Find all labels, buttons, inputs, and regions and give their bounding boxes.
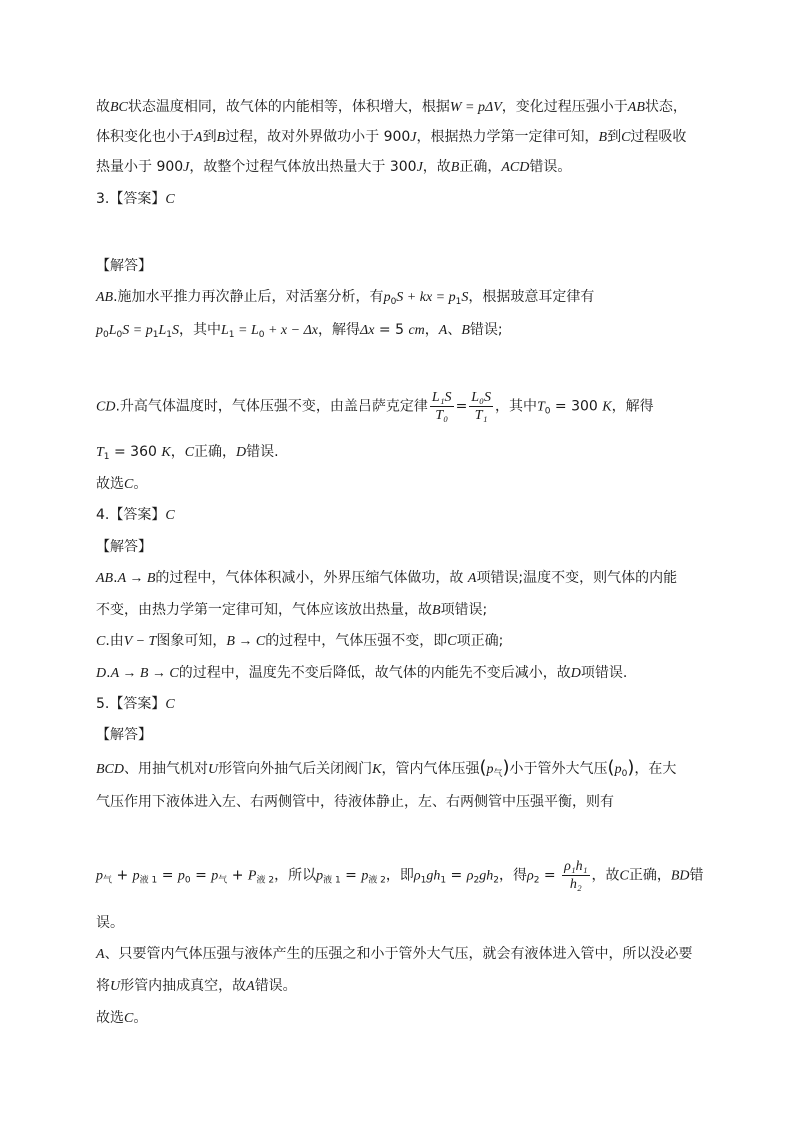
- paragraph-line: [96, 442, 706, 467]
- math-symbol: B: [450, 160, 460, 175]
- paragraph-line: [96, 320, 706, 345]
- math-symbol: Δx: [360, 323, 375, 338]
- math-symbol: J: [416, 160, 423, 175]
- text-run: 状态，: [644, 99, 687, 115]
- math-symbol: P: [247, 868, 257, 884]
- text-run: = 360: [109, 444, 162, 460]
- math-symbol: p: [96, 323, 103, 338]
- paragraph-line: [96, 663, 706, 684]
- fraction-denominator: T₀: [435, 408, 449, 423]
- subscript: 1: [166, 330, 172, 340]
- paragraph-line: [96, 631, 706, 652]
- text-run: =: [539, 867, 561, 884]
- math-symbol: B: [432, 603, 441, 618]
- text-run: 错误。: [254, 978, 297, 994]
- fraction-numerator: ρ₁h₁: [564, 859, 588, 874]
- text-run: ，根据玻意耳定律有: [468, 289, 595, 305]
- text-run: 小于管外大气压: [509, 761, 608, 777]
- fraction-numerator: L₀S: [471, 390, 491, 405]
- fraction-numerator: L₁S: [431, 390, 452, 405]
- text-run: 正确，: [459, 159, 502, 175]
- math-symbol: C: [165, 508, 175, 523]
- subscript: 2: [533, 875, 540, 886]
- math-symbol: C: [619, 868, 629, 884]
- math-symbol: BC: [110, 100, 128, 115]
- text-run: ，其中: [178, 322, 221, 338]
- text-run: 的过程中，气体压强不变，即: [265, 633, 448, 649]
- text-run: 状态温度相同，故气体的内能相等，体积增大，根据: [127, 99, 450, 115]
- text-run: 项错误;: [440, 602, 488, 618]
- paragraph-line: [96, 758, 706, 784]
- math-symbol: p: [316, 868, 324, 884]
- math-symbol: B: [598, 130, 608, 145]
- text-run: .: [106, 665, 111, 681]
- conclusion-line: [96, 474, 706, 495]
- subscript: 0: [544, 406, 551, 417]
- subscript: 0: [390, 297, 397, 307]
- subscript: 气: [218, 875, 228, 886]
- paragraph-line: [96, 287, 706, 312]
- text-run: 图象可知，: [156, 633, 227, 649]
- text-run: ，解得: [318, 322, 361, 338]
- math-symbol: T: [96, 445, 104, 460]
- paragraph-line: [96, 944, 706, 965]
- paragraph-line: [96, 600, 706, 621]
- subscript: 液 1: [139, 875, 158, 886]
- text-run: 故选: [96, 476, 124, 492]
- subscript: 1: [420, 875, 427, 886]
- text-run: ，根据热力学第一定律可知，: [416, 129, 599, 145]
- text-run: 的过程中，气体体积减小，外界压缩气体做功，故: [155, 570, 468, 586]
- paragraph-line: [96, 976, 706, 997]
- math-symbol: S + kx = p: [396, 290, 456, 305]
- math-symbol: D: [570, 666, 581, 681]
- math-symbol: BCD: [96, 762, 124, 777]
- text-run: .升高气体温度时，气体压强不变，由盖吕萨克定律: [115, 398, 428, 415]
- fraction: [562, 858, 589, 893]
- text-run: 。: [133, 1010, 148, 1026]
- text-run: 到: [202, 129, 217, 145]
- math-symbol: cm: [408, 323, 425, 338]
- subscript: 0: [184, 875, 191, 886]
- math-symbol: p: [132, 868, 140, 884]
- subscript: 0: [103, 330, 109, 340]
- text-run: 。: [133, 476, 148, 492]
- paragraph-line: [96, 792, 706, 812]
- text-run: 将: [96, 978, 110, 994]
- math-symbol: ACD: [501, 160, 530, 175]
- text-run: 【解答】: [96, 258, 152, 274]
- subscript: 1: [103, 452, 110, 462]
- math-symbol: = L: [234, 323, 259, 338]
- math-symbol: L: [108, 323, 117, 338]
- text-run: ，其中: [494, 398, 537, 415]
- text-run: +: [227, 867, 248, 884]
- math-symbol: A: [467, 571, 477, 586]
- text-run: ，故: [591, 867, 620, 884]
- paragraph-line: [96, 157, 706, 178]
- fraction: [430, 389, 454, 424]
- answer-heading: [96, 505, 706, 526]
- text-run: 错误.: [246, 444, 279, 460]
- text-run: ，得: [498, 867, 527, 884]
- math-symbol: p: [486, 762, 494, 777]
- math-symbol: CD: [96, 399, 116, 415]
- paragraph-line: [96, 568, 706, 589]
- math-symbol: AB: [627, 100, 645, 115]
- solution-heading: [96, 537, 706, 557]
- paragraph-line: [96, 858, 706, 893]
- text-run: 到: [607, 129, 622, 145]
- math-symbol: p: [383, 290, 391, 305]
- math-symbol: L: [158, 323, 167, 338]
- math-symbol: S: [171, 323, 179, 338]
- text-run: ，在大: [634, 761, 677, 777]
- math-symbol: A → B → C: [110, 666, 179, 681]
- text-run: 5.【答案】: [96, 696, 166, 712]
- math-symbol: D: [236, 445, 247, 460]
- math-symbol: A: [96, 947, 105, 962]
- math-symbol: ρ: [466, 868, 474, 884]
- text-run: 项错误;温度不变，则气体的内能: [476, 570, 678, 586]
- text-run: = 300: [550, 398, 603, 415]
- parenthesis: ): [627, 757, 635, 778]
- paragraph-line: [96, 127, 706, 148]
- text-run: 错误。: [529, 159, 572, 175]
- math-symbol: J: [410, 130, 417, 145]
- subscript: 2: [473, 875, 480, 886]
- math-symbol: J: [183, 160, 190, 175]
- text-run: ，解得: [611, 398, 654, 415]
- fraction: [469, 389, 493, 424]
- math-symbol: K: [161, 445, 171, 460]
- math-symbol: BD: [670, 868, 690, 884]
- text-run: 不变，由热力学第一定律可知，气体应该放出热量，故: [96, 602, 432, 618]
- math-symbol: S = p: [122, 323, 153, 338]
- text-run: .施加水平推力再次静止后，对活塞分析，有: [113, 289, 384, 305]
- text-run: .: [113, 570, 118, 586]
- text-run: 错误;: [469, 322, 503, 338]
- text-run: 气压作用下液体进入左、右两侧管中，待液体静止，左、右两侧管中压强平衡，则有: [96, 794, 614, 810]
- math-symbol: p: [361, 868, 369, 884]
- text-run: 3.【答案】: [96, 191, 166, 207]
- math-symbol: AB: [96, 571, 114, 586]
- paragraph-line: [96, 389, 706, 424]
- math-symbol: B: [461, 323, 470, 338]
- text-run: 【解答】: [96, 727, 152, 743]
- subscript: 1: [440, 875, 447, 886]
- math-symbol: p: [177, 868, 185, 884]
- math-symbol: B → C: [226, 634, 266, 649]
- math-symbol: ρ: [526, 868, 534, 884]
- text-run: +: [112, 867, 133, 884]
- math-symbol: B: [216, 130, 226, 145]
- text-run: =: [340, 867, 362, 884]
- math-symbol: gh: [479, 868, 494, 884]
- text-run: 形管向外抽气后关闭阀门: [218, 761, 373, 777]
- text-run: ，: [424, 322, 439, 338]
- math-symbol: K: [602, 399, 612, 415]
- text-run: 形管内抽成真空，故: [120, 978, 247, 994]
- text-run: 、只要管内气体压强与液体产生的压强之和小于管外大气压，就会有液体进入管中，所以没必要: [104, 946, 693, 962]
- solution-heading: [96, 256, 706, 276]
- text-run: ，变化过程压强小于: [501, 99, 628, 115]
- subscript: 液 1: [323, 875, 341, 886]
- subscript: 0: [621, 769, 628, 779]
- subscript: 2: [493, 875, 499, 886]
- text-run: =: [455, 398, 468, 415]
- text-run: 故: [96, 99, 110, 115]
- math-symbol: W = pΔV: [449, 100, 502, 115]
- fraction-denominator: h₂: [569, 877, 582, 892]
- text-run: 4.【答案】: [96, 507, 166, 523]
- math-symbol: T: [536, 399, 545, 415]
- text-run: 正确，: [628, 867, 671, 884]
- math-symbol: C: [96, 634, 106, 649]
- subscript: 液 2: [368, 875, 386, 886]
- text-run: 错: [689, 867, 704, 884]
- math-symbol: K: [372, 762, 382, 777]
- math-symbol: L: [220, 323, 229, 338]
- text-run: 故选: [96, 1010, 124, 1026]
- math-symbol: + x − Δx: [264, 323, 319, 338]
- text-run: 项正确;: [456, 633, 504, 649]
- math-symbol: C: [621, 130, 631, 145]
- text-run: 、: [447, 322, 462, 338]
- text-run: 正确，: [194, 444, 237, 460]
- math-symbol: AB: [96, 290, 114, 305]
- math-symbol: A: [246, 979, 255, 994]
- math-symbol: S: [461, 290, 469, 305]
- math-symbol: U: [110, 979, 121, 994]
- math-symbol: C: [165, 697, 175, 712]
- text-run: ，: [170, 444, 185, 460]
- math-symbol: ρ: [413, 868, 421, 884]
- text-run: ，即: [385, 867, 414, 884]
- text-run: 误。: [96, 915, 124, 931]
- text-run: 体积变化也小于: [96, 129, 194, 145]
- fraction-denominator: T₁: [474, 408, 488, 423]
- subscript: 0: [116, 330, 123, 340]
- text-run: =: [157, 867, 178, 884]
- text-run: =: [446, 867, 467, 884]
- text-run: 、用抽气机对: [124, 761, 208, 777]
- subscript: 1: [228, 330, 235, 340]
- text-run: 热量小于 900: [96, 159, 184, 175]
- math-symbol: A: [438, 323, 448, 338]
- math-symbol: p: [614, 762, 622, 777]
- math-symbol: U: [208, 762, 219, 777]
- text-run: 【解答】: [96, 539, 152, 555]
- math-symbol: C: [124, 477, 134, 492]
- parenthesis: (: [607, 757, 615, 778]
- math-symbol: gh: [426, 868, 441, 884]
- math-symbol: C: [124, 1011, 134, 1026]
- parenthesis: (: [479, 757, 487, 778]
- subscript: 气: [493, 769, 503, 779]
- text-run: 过程吸收: [630, 129, 687, 145]
- text-run: = 5: [374, 322, 409, 338]
- subscript: 气: [103, 875, 113, 886]
- text-run: ，管内气体压强: [381, 761, 480, 777]
- math-symbol: C: [184, 445, 195, 460]
- text-run: 的过程中，温度先不变后降低，故气体的内能先不变后减小，故: [178, 665, 571, 681]
- text-run: ，所以: [274, 867, 317, 884]
- math-symbol: C: [165, 192, 175, 207]
- subscript: 1: [455, 297, 462, 307]
- subscript: 液 2: [256, 875, 275, 886]
- answer-heading: [96, 189, 706, 210]
- solution-heading: [96, 725, 706, 745]
- math-symbol: V − T: [123, 634, 157, 649]
- text-run: ，故: [422, 159, 451, 175]
- math-symbol: C: [447, 634, 457, 649]
- paragraph-line: [96, 97, 706, 118]
- subscript: 1: [152, 330, 159, 340]
- subscript: 0: [258, 330, 265, 340]
- parenthesis: ): [502, 757, 510, 778]
- math-symbol: D: [96, 666, 107, 681]
- math-symbol: p: [96, 868, 103, 884]
- math-symbol: A: [194, 130, 203, 145]
- math-symbol: A → B: [117, 571, 156, 586]
- text-run: .由: [105, 633, 124, 649]
- text-run: ，故整个过程气体放出热量大于 300: [189, 159, 417, 175]
- paragraph-line: [96, 913, 706, 933]
- text-run: 过程，故对外界做功小于 900: [225, 129, 411, 145]
- math-symbol: p: [211, 868, 219, 884]
- text-run: 项错误.: [580, 665, 628, 681]
- answer-heading: [96, 694, 706, 715]
- conclusion-line: [96, 1008, 706, 1029]
- text-run: =: [190, 867, 212, 884]
